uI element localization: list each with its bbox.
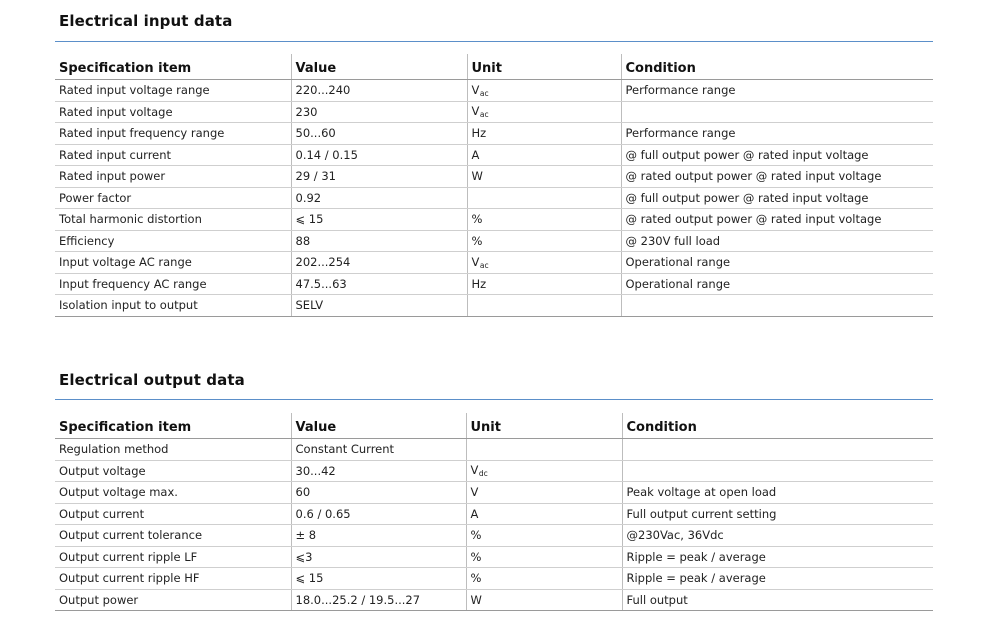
unit-subscript: dc	[478, 469, 488, 479]
value-cell: 60	[291, 482, 466, 504]
condition-cell: Operational range	[621, 252, 933, 274]
column-header-value: Value	[291, 54, 467, 80]
unit-cell	[467, 187, 621, 209]
spec-item-cell: Total harmonic distortion	[55, 209, 291, 231]
unit-symbol: A	[471, 147, 480, 162]
table-row	[55, 546, 933, 568]
unit-cell	[466, 589, 622, 611]
unit-cell	[466, 546, 622, 568]
condition-cell: Ripple = peak / average	[622, 568, 933, 590]
table-row	[55, 144, 933, 166]
unit-symbol: %	[470, 571, 482, 586]
spec-item-cell: Isolation input to output	[55, 295, 291, 317]
unit-symbol: V	[470, 463, 479, 478]
spec-item-cell: Regulation method	[55, 439, 291, 461]
unit-subscript: ac	[479, 88, 489, 98]
column-header-unit: Unit	[467, 54, 621, 80]
table-row	[55, 252, 933, 274]
value-cell: ⩽ 15	[291, 209, 467, 231]
value-cell: 18.0...25.2 / 19.5...27	[291, 589, 466, 611]
unit-symbol: W	[470, 592, 482, 607]
value-cell: 29 / 31	[291, 166, 467, 188]
condition-cell: @ rated output power @ rated input voltage	[621, 209, 933, 231]
unit-cell	[467, 273, 621, 295]
condition-cell: @230Vac, 36Vdc	[622, 525, 933, 547]
condition-cell: @ 230V full load	[621, 230, 933, 252]
condition-cell: Full output current setting	[622, 503, 933, 525]
electrical-output-table	[55, 413, 933, 611]
unit-subscript: ac	[479, 110, 489, 120]
unit-symbol: Hz	[471, 276, 487, 291]
column-header-unit: Unit	[466, 413, 622, 439]
table-row	[55, 568, 933, 590]
unit-symbol: V	[471, 82, 480, 97]
table-row	[55, 230, 933, 252]
condition-cell	[621, 295, 933, 317]
value-cell: 50...60	[291, 123, 467, 145]
unit-symbol: %	[471, 212, 483, 227]
section-divider	[55, 41, 933, 42]
table-body	[55, 80, 933, 317]
unit-cell	[467, 123, 621, 145]
spec-item-cell: Output current tolerance	[55, 525, 291, 547]
unit-cell	[466, 568, 622, 590]
unit-symbol: V	[471, 254, 480, 269]
spec-item-cell: Power factor	[55, 187, 291, 209]
unit-cell	[466, 482, 622, 504]
table-row	[55, 525, 933, 547]
condition-cell: @ full output power @ rated input voltage	[621, 187, 933, 209]
unit-cell	[467, 230, 621, 252]
column-header-spec-item: Specification item	[55, 54, 291, 80]
spec-item-cell: Output power	[55, 589, 291, 611]
value-cell: 88	[291, 230, 467, 252]
unit-cell	[466, 460, 622, 482]
spec-item-cell: Output voltage max.	[55, 482, 291, 504]
value-cell: SELV	[291, 295, 467, 317]
value-cell: ⩽3	[291, 546, 466, 568]
value-cell: 0.92	[291, 187, 467, 209]
unit-symbol: %	[470, 528, 482, 543]
condition-cell: Ripple = peak / average	[622, 546, 933, 568]
table-body	[55, 439, 933, 611]
table-row	[55, 273, 933, 295]
section-title: Electrical output data	[59, 371, 245, 389]
unit-cell	[467, 209, 621, 231]
section-divider	[55, 399, 933, 400]
condition-cell	[622, 460, 933, 482]
spec-item-cell: Input voltage AC range	[55, 252, 291, 274]
table-row	[55, 166, 933, 188]
unit-cell	[467, 101, 621, 123]
table-row	[55, 460, 933, 482]
unit-cell	[467, 295, 621, 317]
condition-cell: @ full output power @ rated input voltage	[621, 144, 933, 166]
column-header-value: Value	[291, 413, 466, 439]
section-title: Electrical input data	[59, 12, 233, 30]
spec-item-cell: Rated input current	[55, 144, 291, 166]
unit-symbol: A	[470, 506, 479, 521]
spec-item-cell: Output voltage	[55, 460, 291, 482]
spec-item-cell: Rated input power	[55, 166, 291, 188]
table-row	[55, 101, 933, 123]
table-row	[55, 80, 933, 102]
unit-symbol: %	[471, 233, 483, 248]
unit-cell	[466, 525, 622, 547]
table-row	[55, 589, 933, 611]
condition-cell	[621, 101, 933, 123]
spec-item-cell: Rated input voltage range	[55, 80, 291, 102]
spec-item-cell: Rated input voltage	[55, 101, 291, 123]
spec-item-cell: Efficiency	[55, 230, 291, 252]
unit-cell	[466, 503, 622, 525]
unit-subscript: ac	[479, 260, 489, 270]
unit-symbol: Hz	[471, 126, 487, 141]
table-row	[55, 187, 933, 209]
table-header-row	[55, 54, 933, 80]
value-cell: Constant Current	[291, 439, 466, 461]
value-cell: 47.5...63	[291, 273, 467, 295]
condition-cell: @ rated output power @ rated input voltage	[621, 166, 933, 188]
spec-item-cell: Output current	[55, 503, 291, 525]
table-row	[55, 123, 933, 145]
value-cell: ± 8	[291, 525, 466, 547]
table-header-row	[55, 413, 933, 439]
spec-item-cell: Rated input frequency range	[55, 123, 291, 145]
condition-cell: Performance range	[621, 80, 933, 102]
condition-cell: Performance range	[621, 123, 933, 145]
condition-cell	[622, 439, 933, 461]
unit-cell	[467, 144, 621, 166]
table-row	[55, 503, 933, 525]
value-cell: 230	[291, 101, 467, 123]
value-cell: 0.14 / 0.15	[291, 144, 467, 166]
value-cell: ⩽ 15	[291, 568, 466, 590]
unit-cell	[467, 80, 621, 102]
column-header-condition: Condition	[622, 413, 933, 439]
unit-symbol: W	[471, 169, 483, 184]
spec-item-cell: Output current ripple HF	[55, 568, 291, 590]
value-cell: 202...254	[291, 252, 467, 274]
spec-item-cell: Output current ripple LF	[55, 546, 291, 568]
unit-cell	[466, 439, 622, 461]
unit-symbol: V	[470, 485, 479, 500]
unit-cell	[467, 166, 621, 188]
condition-cell: Full output	[622, 589, 933, 611]
column-header-condition: Condition	[621, 54, 933, 80]
unit-symbol: %	[470, 549, 482, 564]
table-row	[55, 295, 933, 317]
table-row	[55, 209, 933, 231]
column-header-spec-item: Specification item	[55, 413, 291, 439]
unit-cell	[467, 252, 621, 274]
table-row	[55, 482, 933, 504]
condition-cell: Peak voltage at open load	[622, 482, 933, 504]
value-cell: 220...240	[291, 80, 467, 102]
spec-item-cell: Input frequency AC range	[55, 273, 291, 295]
value-cell: 30...42	[291, 460, 466, 482]
unit-symbol: V	[471, 104, 480, 119]
value-cell: 0.6 / 0.65	[291, 503, 466, 525]
table-row	[55, 439, 933, 461]
electrical-input-table	[55, 54, 933, 317]
condition-cell: Operational range	[621, 273, 933, 295]
